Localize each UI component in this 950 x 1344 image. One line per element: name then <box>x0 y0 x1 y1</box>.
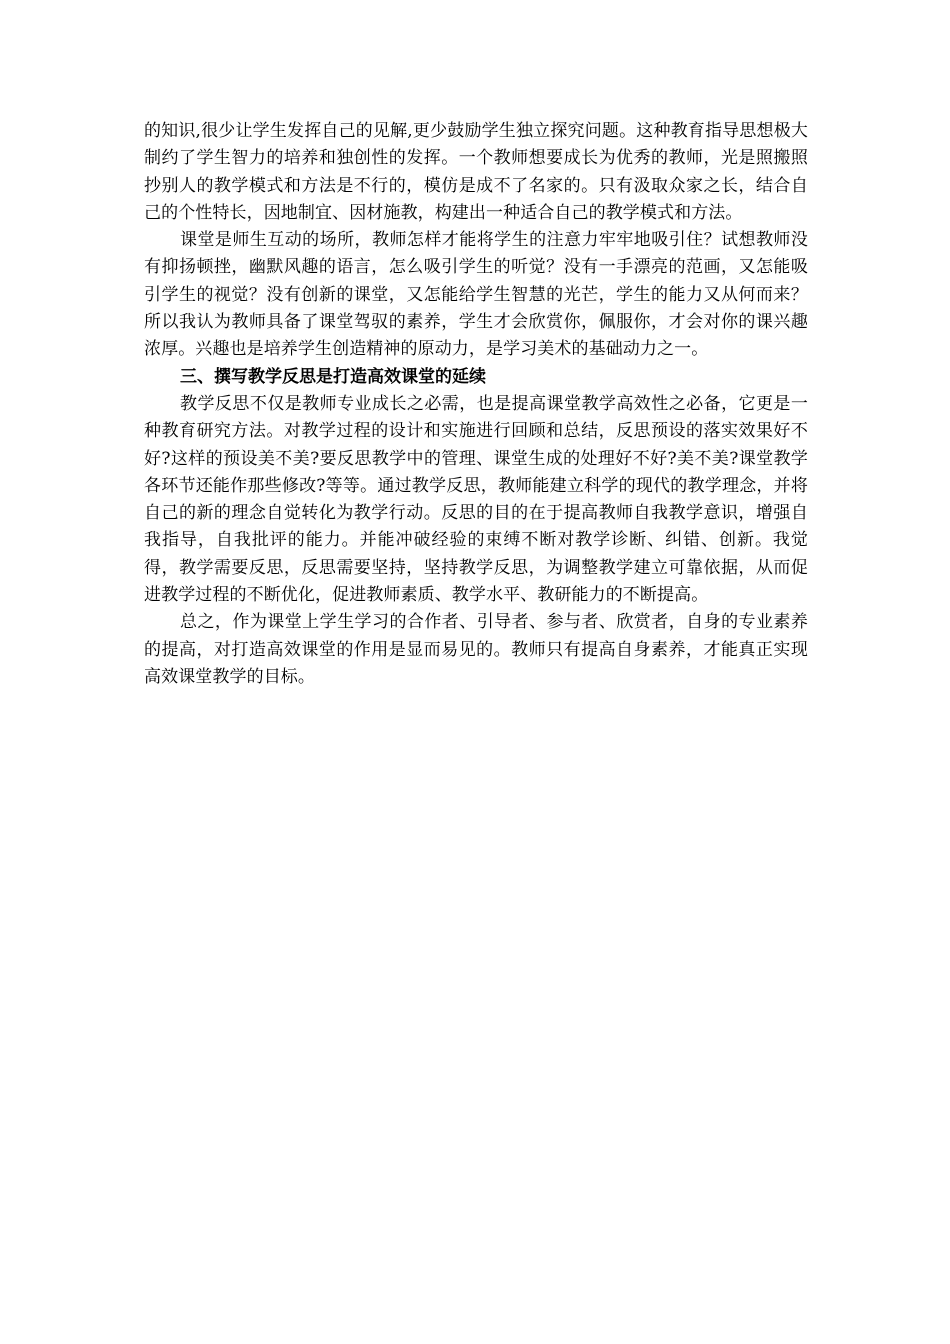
paragraph-continuation: 的知识,很少让学生发挥自己的见解,更少鼓励学生独立探究问题。这种教育指导思想极大制约了学生智力的培养和独创性的发挥。一个教师想要成长为优秀的教师，光是照搬照抄别人的教学模式和方法是不行的，模仿是成不了名家的。只有汲取众家之长，结合自己的个性特长，因地制宜、因材施教，构建出一种适合自己的教学模式和方法。 <box>144 121 808 223</box>
paragraph-conclusion: 总之，作为课堂上学生学习的合作者、引导者、参与者、欣赏者，自身的专业素养的提高，对打造高效课堂的作用是显而易见的。教师只有提高自身素养，才能真正实现高效课堂教学的目标。 <box>144 612 808 687</box>
section-heading-teaching-reflection: 三、撰写教学反思是打造高效课堂的延续 <box>180 366 486 387</box>
document-page <box>144 118 808 691</box>
paragraph-classroom-interaction: 课堂是师生互动的场所，教师怎样才能将学生的注意力牢牢地吸引住？试想教师没有抑扬顿挫，幽默风趣的语言，怎么吸引学生的听觉？没有一手漂亮的范画，又怎能吸引学生的视觉？没有创新的课堂，又怎能给学生智慧的光芒，学生的能力又从何而来？所以我认为教师具备了课堂驾驭的素养，学生才会欣赏你，佩服你，才会对你的课兴趣浓厚。兴趣也是培养学生创造精神的原动力，是学习美术的基础动力之一。 <box>144 230 808 360</box>
paragraph-teaching-reflection: 教学反思不仅是教师专业成长之必需，也是提高课堂教学高效性之必备，它更是一种教育研究方法。对教学过程的设计和实施进行回顾和总结，反思预设的落实效果好不好?这样的预设美不美?要反思教学中的管理、课堂生成的处理好不好?美不美?课堂教学各环节还能作那些修改?等等。通过教学反思，教师能建立科学的现代的教学理念，并将自己的新的理念自觉转化为教学行动。反思的目的在于提高教师自我教学意识，增强自我指导，自我批评的能力。并能冲破经验的束缚不断对教学诊断、纠错、创新。我觉得，教学需要反思，反思需要坚持，坚持教学反思，为调整教学建立可靠依据，从而促进教学过程的不断优化，促进教师素质、教学水平、教研能力的不断提高。 <box>144 393 808 606</box>
